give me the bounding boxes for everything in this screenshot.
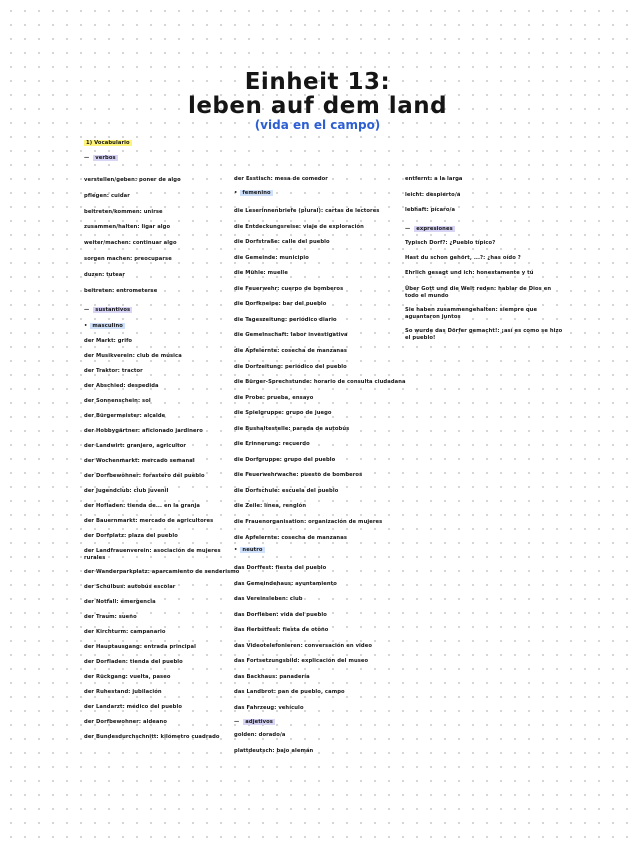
list-item: beitreten: entrometerse — [84, 287, 158, 294]
list-item: die Mühle: muelle — [234, 270, 288, 277]
list-item: die Leserinnenbriefe (plural): cartas de lectores — [234, 208, 380, 214]
list-item: der Abschied: despedida — [84, 383, 159, 389]
list-item: der Landfrauenverein: asociación de mujeres rurales — [84, 548, 221, 561]
list-item: die Gemeinde: municipio — [234, 254, 309, 261]
list-item: das Landbrot: pan de pueblo, campo — [234, 689, 345, 695]
list-item: golden: dorado/a — [234, 732, 286, 738]
list-item: verstellen/geben: poner de algo — [84, 177, 181, 183]
list-item: Typisch Dorf?: ¿Pueblo típico? — [405, 240, 496, 246]
list-item: leicht: despierto/a — [405, 191, 461, 198]
expresiones-heading — [405, 226, 455, 233]
list-item: das Backhaus: panadería — [234, 673, 310, 680]
list-item: der Jugendclub: club juvenil — [84, 488, 169, 494]
list-item: die Spielgruppe: grupo de juego — [234, 410, 332, 417]
sustantivos-heading — [84, 307, 132, 314]
adjetivos-heading — [234, 719, 275, 726]
list-item: die Dorfschule: escuela del pueblo — [234, 487, 339, 494]
list-item: die Gemeinschaft: labor investigativa — [234, 332, 348, 339]
list-item: plattdeutsch: bajo alemán — [234, 747, 314, 754]
title-translation: (vida en el campo) — [254, 118, 381, 132]
verbos-heading — [84, 155, 118, 162]
list-item: die Frauenorganisation: organización de mujeres — [234, 519, 383, 525]
list-item: der Dorfplatz: plaza del pueblo — [84, 533, 178, 539]
list-item: Über Gott und die Welt reden: hablar de Dios en todo el mundo — [405, 285, 552, 299]
list-item: der Bauernmarkt: mercado de agricultores — [84, 518, 214, 524]
dash-icon: — — [84, 307, 90, 313]
list-item: die Bürger-Sprechstunde: horario de consulta ciudadana — [234, 379, 406, 386]
list-item: die Probe: prueba, ensayo — [234, 394, 314, 401]
list-item: der Hofladen: tienda de... en la granja — [84, 503, 201, 509]
list-item: der Sonnenschein: sol — [84, 398, 151, 404]
masculino-heading — [84, 323, 125, 330]
list-item: der Dorfladen: tienda del pueblo — [84, 659, 183, 665]
list-item: das Gemeindehaus: ayuntamiento — [234, 580, 337, 587]
list-item: der Traum: sueño — [84, 614, 137, 620]
list-item: die Dorfstraße: calle del pueblo — [234, 239, 330, 246]
bullet-icon: • — [84, 323, 88, 329]
neutro-heading-label: neutro — [242, 547, 263, 553]
verbos-heading-label: verbos — [95, 155, 116, 161]
list-item: weiter/machen: continuar algo — [84, 240, 177, 247]
section-heading — [84, 140, 132, 147]
bullet-icon: • — [234, 190, 238, 196]
list-item: die Apfelernte: cosecha de manzanas — [234, 347, 348, 354]
list-item: zusammen/halten: ligar algo — [84, 224, 171, 231]
list-item: der Musikverein: club de música — [84, 353, 182, 359]
list-item: lebhaft: pícaro/a — [405, 207, 456, 213]
list-item: das Vereinsleben: club — [234, 596, 303, 602]
expresiones-heading-label: expresiones — [416, 226, 453, 232]
list-item: der Dorfbewohner: forastero del pueblo — [84, 473, 205, 479]
list-item: die Feuerwehrwache: puesto de bomberos — [234, 472, 363, 479]
list-item: die Apfelernte: cosecha de manzanas — [234, 534, 348, 541]
section-heading-label: 1) Vocabulario — [86, 140, 130, 146]
bullet-icon: • — [234, 547, 238, 553]
dash-icon: — — [234, 719, 240, 725]
list-item: das Videotelefonieren: conversación en video — [234, 642, 373, 649]
list-item: der Traktor: tractor — [84, 368, 143, 374]
list-item: der Ruhestand: jubilación — [84, 689, 162, 695]
list-item: So wurde das Dörfer gemacht!: ¡así es como se hizo el pueblo! — [405, 328, 563, 341]
list-item: die Tageszeitung: periódico diario — [234, 316, 337, 323]
list-item: der Esstisch: mesa de comedor — [234, 176, 328, 182]
list-item: der Kirchturm: campanario — [84, 629, 166, 635]
list-item: der Wanderparkplatz: aparcamiento de senderismo — [84, 569, 240, 575]
femenino-heading — [234, 190, 273, 197]
list-item: der Hauptausgang: entrada principal — [84, 644, 196, 650]
list-item: die Entdeckungsreise: viaje de exploración — [234, 223, 364, 230]
list-item: der Wochenmarkt: mercado semanal — [84, 458, 195, 464]
list-item: der Markt: grifo — [84, 338, 133, 344]
list-item: der Notfall: emergencia — [84, 599, 156, 605]
list-item: der Bürgermeister: alcalde — [84, 413, 166, 419]
list-item: Sie haben zusammengehalten: siempre que aguantaron juntos — [405, 306, 538, 320]
title-line-1: Einheit 13: — [244, 69, 391, 95]
femenino-heading-label: femenino — [242, 190, 271, 196]
list-item: beitreten/kommen: unirse — [84, 208, 163, 215]
list-item: die Feuerwehr: cuerpo de bomberos — [234, 285, 344, 292]
adjetivos-heading-label: adjetivos — [245, 719, 273, 725]
dash-icon: — — [405, 226, 411, 232]
list-item: das Dorfleben: vida del pueblo — [234, 611, 327, 618]
neutro-heading — [234, 547, 265, 554]
list-item: der Landwirt: granjero, agricultor — [84, 443, 187, 449]
list-item: die Zeile: línea, renglón — [234, 503, 307, 510]
list-item: das Fortsetzungsbild: explicación del museo — [234, 658, 369, 664]
list-item: die Dorfkneipe: bar del pueblo — [234, 301, 327, 308]
list-item: der Dorfbewohner: aldeano — [84, 719, 167, 725]
list-item: die Bushaltestelle: parada de autobús — [234, 425, 350, 432]
list-item: der Bundesdurchschnitt: kilómetro cuadrado — [84, 734, 220, 740]
list-item: der Hobbygärtner: aficionado jardinero — [84, 428, 203, 434]
list-item: duzen: tutear — [84, 271, 126, 278]
list-item: der Schulbus: autobús escolar — [84, 584, 176, 590]
list-item: der Rückgang: vuelta, paseo — [84, 674, 171, 680]
list-item: das Herbstfest: fiesta de otoño — [234, 627, 329, 633]
title-line-2: leben auf dem land — [187, 93, 448, 119]
list-item: das Fahrzeug: vehículo — [234, 704, 304, 711]
dash-icon: — — [84, 155, 90, 161]
sustantivos-heading-label: sustantivos — [95, 307, 131, 313]
list-item: pflegen: cuidar — [84, 192, 130, 199]
list-item: die Erinnerung: recuerdo — [234, 441, 310, 448]
list-item: sorgen machen: preocuparse — [84, 256, 172, 262]
list-item: der Landarzt: médico del pueblo — [84, 704, 183, 710]
list-item: Ehrlich gesagt und ich: honestamente y tú — [405, 270, 534, 277]
list-item: die Dorfgruppe: grupo del pueblo — [234, 456, 336, 463]
list-item: Hast du schon gehört, ...?: ¿has oído ? — [405, 255, 521, 262]
masculino-heading-label: masculino — [92, 323, 123, 329]
list-item: entfernt: a la larga — [405, 176, 463, 182]
list-item: das Dorffest: fiesta del pueblo — [234, 565, 327, 571]
list-item: die Dorfzeitung: periódico del pueblo — [234, 363, 347, 370]
title-block — [0, 70, 635, 132]
